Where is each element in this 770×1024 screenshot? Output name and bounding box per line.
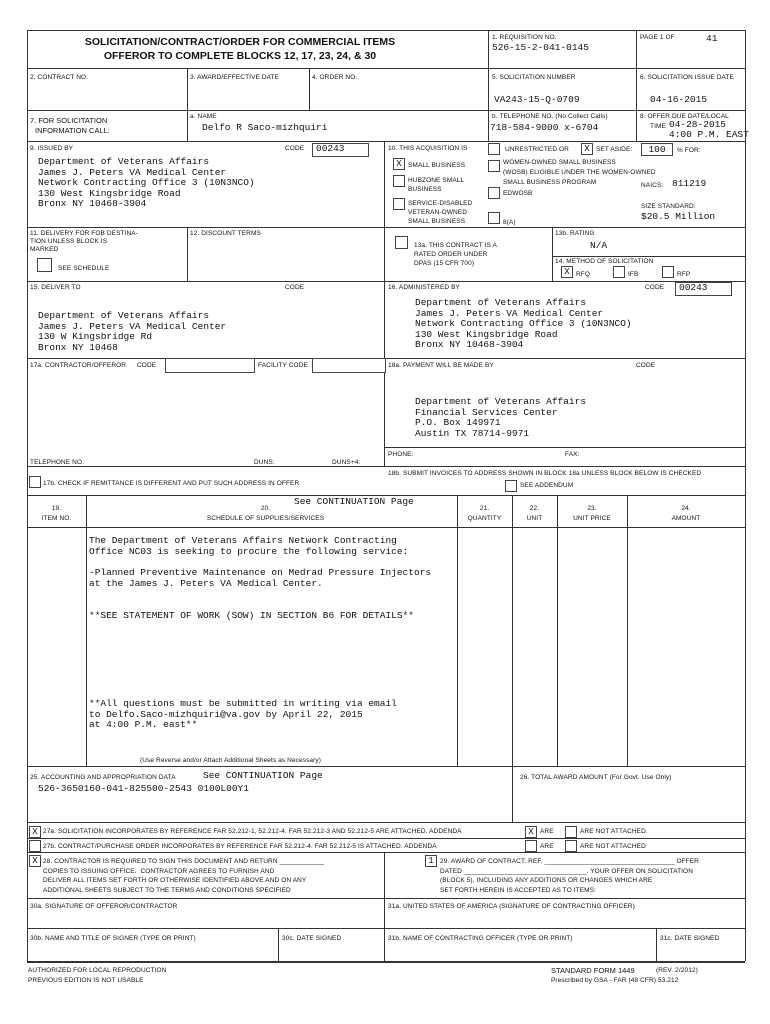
- rule: [27, 527, 745, 528]
- size-standard-label: SIZE STANDARD:: [641, 203, 696, 210]
- rule: [27, 898, 745, 899]
- rule: [278, 928, 279, 961]
- rule: [27, 141, 745, 142]
- row29-award-text: 29. AWARD OF CONTRACT: REF. ___________________________________ OFFER DATED _________________________________. YOUR OFFER ON SOLICITATION (BLOCK 5), INCLUDING ANY ADDITIONS OR CHANGES WHICH ARE SET FORTH HEREIN IS ACCEPTED AS TO ITEMS:: [440, 858, 699, 894]
- hubzone-label: HUBZONE SMALL BUSINESS: [408, 177, 465, 193]
- signer-name-label: 30b. NAME AND TITLE OF SIGNER (TYPE OR PRINT): [30, 935, 196, 942]
- col-quantity: 21. QUANTITY: [467, 505, 502, 522]
- rule: [745, 30, 746, 961]
- acquisition-label: 10. THIS ACQUISITION IS: [388, 145, 468, 152]
- contractor-code-label: CODE: [137, 362, 157, 369]
- co-name-label: 31b. NAME OF CONTRACTING OFFICER (TYPE OR PRINT): [388, 935, 573, 942]
- eight-a-label: 8(A): [503, 219, 516, 226]
- rule: [656, 928, 657, 961]
- telephone-label: b. TELEPHONE NO. (No Collect Calls): [492, 113, 608, 120]
- solicitation-issue-value[interactable]: 04-16-2015: [650, 94, 708, 105]
- rated-order-checkbox[interactable]: [395, 236, 408, 249]
- rule: [457, 495, 458, 766]
- solicitation-no-label: 5. SOLICITATION NUMBER: [492, 74, 576, 81]
- footer-revision: (REV. 2/2012): [656, 967, 698, 974]
- rule: [384, 141, 385, 466]
- rule: [627, 495, 628, 766]
- rule: [27, 30, 28, 961]
- solicitation-issue-label: 6. SOLICITATION ISSUE DATE: [640, 74, 734, 81]
- discount-terms-label: 12. DISCOUNT TERMS: [190, 230, 261, 237]
- issued-by-address: Department of Veterans Affairs James J. Peters VA Medical Center Network Contracting Office 3 (10N3NCO) 130 West Kingsbridge Road Bronx NY 10468-3904: [38, 156, 255, 209]
- set-aside-label: SET ASIDE:: [596, 146, 633, 153]
- row27a-not-attached-checkbox[interactable]: [565, 826, 577, 838]
- remittance-checkbox[interactable]: [29, 476, 41, 488]
- rule: [27, 822, 745, 823]
- rule: [27, 227, 745, 228]
- form-title-line1: SOLICITATION/CONTRACT/ORDER FOR COMMERCIAL ITEMS: [84, 36, 396, 48]
- sdvosb-checkbox[interactable]: [393, 198, 405, 210]
- award-date-label: 3. AWARD/EFFECTIVE DATE: [190, 74, 280, 81]
- rule: [512, 495, 513, 766]
- edwosb-checkbox[interactable]: [488, 187, 500, 199]
- naics-label: NAICS:: [641, 182, 664, 189]
- payment-label: 18a. PAYMENT WILL BE MADE BY: [388, 362, 494, 369]
- contractor-telephone-label: TELEPHONE NO.: [30, 459, 85, 466]
- administered-by-address: Department of Veterans Affairs James J. Peters VA Medical Center Network Contracting Office 3 (10N3NCO) 130 West Kingsbridge Road Bronx NY 10468-3904: [415, 297, 632, 350]
- contractor-code-field[interactable]: [165, 358, 255, 373]
- rule: [27, 928, 745, 929]
- rule: [27, 961, 745, 963]
- rule: [557, 495, 558, 766]
- row27a-checkbox[interactable]: X: [29, 826, 41, 838]
- addendum-checkbox[interactable]: [505, 480, 517, 492]
- rule: [86, 495, 87, 766]
- rule: [384, 852, 385, 961]
- rule: [512, 766, 513, 822]
- footer-form-name: STANDARD FORM 1449: [551, 966, 635, 975]
- rule: [488, 30, 489, 141]
- ifb-label: IFB: [628, 271, 639, 278]
- schedule-footnote: (Use Reverse and/or Attach Additional Sheets as Necessary): [140, 757, 322, 764]
- rule: [27, 110, 745, 111]
- issued-by-code-label: CODE: [285, 145, 305, 152]
- edwosb-label: EDWOSB: [503, 190, 533, 197]
- delivery-fob-label: 11. DELIVERY FOR FOB DESTINA- TION UNLESS BLOCK IS MARKED: [30, 230, 139, 253]
- rule: [27, 838, 745, 839]
- copies-count[interactable]: 1: [425, 855, 437, 867]
- rfp-checkbox[interactable]: [662, 266, 674, 278]
- facility-code-field[interactable]: [312, 358, 386, 373]
- co-date-label: 31c. DATE SIGNED: [660, 935, 720, 942]
- rule: [187, 68, 188, 141]
- schedule-service: -Planned Preventive Maintenance on Medrad Pressure Injectors at the James J. Peters VA Medical Center.: [89, 567, 432, 589]
- small-business-label: SMALL BUSINESS: [408, 162, 466, 169]
- col-unit-price: 23. UNIT PRICE: [573, 505, 611, 522]
- offer-due-date[interactable]: 04-28-2015: [669, 119, 727, 130]
- row27a-are-checkbox[interactable]: X: [525, 826, 537, 838]
- rule: [27, 30, 745, 31]
- row27a-are-label: ARE: [540, 828, 554, 835]
- name-label: a. NAME: [190, 113, 217, 120]
- rule: [552, 227, 553, 281]
- duns-label: DUNS:: [254, 459, 275, 466]
- rule: [187, 227, 188, 281]
- row27b-not-attached-label: ARE NOT ATTACHED: [580, 843, 646, 850]
- set-aside-percent[interactable]: 100: [641, 143, 673, 156]
- rule: [309, 68, 310, 110]
- info-call-label: INFORMATION CALL:: [35, 126, 110, 135]
- accounting-value[interactable]: 526-3650160-041-825500-2543 0100L00Y1: [38, 783, 249, 794]
- offer-due-label: 8. OFFER DUE DATE/LOCAL: [640, 113, 729, 120]
- deliver-to-label: 15. DELIVER TO: [30, 284, 81, 291]
- issued-by-code-value[interactable]: 00243: [312, 143, 369, 157]
- administered-by-label: 16. ADMINISTERED BY: [388, 284, 460, 291]
- contact-name-value[interactable]: Delfo R Saco-mizhquiri: [202, 122, 328, 133]
- rule: [27, 281, 745, 282]
- rated-order-label: 13a. THIS CONTRACT IS A RATED ORDER UNDER DPAS (15 CFR 700): [414, 242, 497, 267]
- facility-code-label: FACILITY CODE: [258, 362, 308, 369]
- col-schedule: 20. SCHEDULE OF SUPPLIES/SERVICES: [206, 505, 325, 522]
- row28-text: 28. CONTRACTOR IS REQUIRED TO SIGN THIS DOCUMENT AND RETURN ____________ COPIES TO ISSUING OFFICE. CONTRACTOR AGREES TO FURNISH AND DELIVER ALL ITEMS SET FORTH OR OTHERWISE IDENTIFIED ABOVE AND ON ANY ADDITIONAL SHEETS SUBJECT TO THE TERMS AND CONDITIONS SPECIFIED: [43, 858, 325, 894]
- schedule-questions-note: **All questions must be submitted in writing via email to Delfo.Saco-mizhquiri@va.gov by April 22, 2015 at 4:00 P.M. east**: [89, 698, 397, 730]
- rfp-label: RFP: [677, 271, 691, 278]
- accounting-continuation-note: See CONTINUATION Page: [203, 770, 323, 781]
- rule: [27, 68, 745, 69]
- rating-value[interactable]: N/A: [590, 240, 608, 251]
- schedule-sow-note: **SEE STATEMENT OF WORK (SOW) IN SECTION B6 FOR DETAILS**: [89, 610, 414, 621]
- row27b-are-checkbox[interactable]: [525, 840, 537, 852]
- signer-date-label: 30c. DATE SIGNED: [282, 935, 342, 942]
- rule: [553, 256, 745, 257]
- signature-co-label: 31a. UNITED STATES OF AMERICA (SIGNATURE OF CONTRACTING OFFICER): [388, 903, 635, 910]
- set-aside-percent-label: % FOR:: [677, 147, 701, 154]
- size-standard-value[interactable]: $20.5 Million: [641, 211, 716, 222]
- naics-value[interactable]: 811219: [672, 178, 707, 189]
- page-total: 41: [706, 33, 718, 44]
- addendum-label: SEE ADDENDUM: [520, 482, 574, 489]
- requisition-label: 1. REQUISITION NO.: [492, 34, 557, 41]
- see-schedule-label: SEE SCHEDULE: [58, 265, 110, 272]
- total-award-label: 26. TOTAL AWARD AMOUNT (For Govt. Use Only): [520, 774, 672, 781]
- row27b-not-attached-checkbox[interactable]: [565, 840, 577, 852]
- signature-offeror-label: 30a. SIGNATURE OF OFFEROR/CONTRACTOR: [30, 903, 178, 910]
- rating-label: 13b. RATING: [555, 230, 595, 237]
- solicitation-no-value[interactable]: VA243-15-Q-0709: [494, 94, 580, 105]
- row28-checkbox[interactable]: X: [29, 855, 41, 867]
- administered-by-code-value[interactable]: 00243: [675, 282, 732, 296]
- rule: [27, 852, 745, 853]
- issued-by-label: 9. ISSUED BY: [30, 145, 74, 152]
- footer-previous-edition: PREVIOUS EDITION IS NOT USABLE: [28, 977, 144, 984]
- rule: [384, 447, 745, 448]
- set-aside-checkbox[interactable]: X: [581, 143, 593, 155]
- col-item-no: 19. ITEM NO.: [41, 505, 72, 522]
- ifb-checkbox[interactable]: [613, 266, 625, 278]
- hubzone-checkbox[interactable]: [393, 175, 405, 187]
- sdvosb-label: SERVICE-DISABLED VETERAN-OWNED SMALL BUSINESS: [408, 200, 473, 225]
- see-schedule-checkbox[interactable]: [37, 258, 52, 272]
- form-title: [40, 35, 440, 63]
- requisition-value[interactable]: 526-15-2-041-0145: [492, 42, 589, 53]
- form-title-line2: OFFEROR TO COMPLETE BLOCKS 12, 17, 23, 24, & 30: [103, 50, 377, 62]
- wosb-checkbox[interactable]: [488, 160, 500, 172]
- wosb-label: WOMEN-OWNED SMALL BUSINESS (WOSB) ELIGIBLE UNDER THE WOMEN-OWNED SMALL BUSINESS PROGRAM: [503, 159, 656, 186]
- unrestricted-label: UNRESTRICTED OR: [505, 146, 569, 153]
- rfq-label: RFQ: [576, 271, 591, 278]
- offer-due-time-label: TIME: [650, 123, 666, 130]
- accounting-label: 25. ACCOUNTING AND APPROPRIATION DATA: [30, 774, 176, 781]
- col-amount: 24. AMOUNT: [671, 505, 701, 522]
- duns4-label: DUNS+4:: [332, 459, 361, 466]
- unrestricted-checkbox[interactable]: [488, 143, 500, 155]
- footer-authorized: AUTHORIZED FOR LOCAL REPRODUCTION: [28, 967, 167, 974]
- payment-code-label: CODE: [636, 362, 656, 369]
- rule: [27, 466, 745, 467]
- page-label: PAGE 1 OF: [640, 34, 675, 41]
- row27b-text: 27b. CONTRACT/PURCHASE ORDER INCORPORATES BY REFERENCE FAR 52.212-4. FAR 52.212-5 IS ATTACHED. ADDENDA: [43, 843, 437, 850]
- rule: [636, 30, 637, 141]
- administered-by-code-label: CODE: [645, 284, 665, 291]
- schedule-intro: The Department of Veterans Affairs Network Contracting Office NC03 is seeking to procure the following service:: [89, 535, 409, 557]
- for-solicitation-label: 7. FOR SOLICITATION: [30, 116, 108, 125]
- rfq-checkbox[interactable]: X: [561, 266, 573, 278]
- remittance-label: 17b. CHECK IF REMITTANCE IS DIFFERENT AND PUT SUCH ADDRESS IN OFFER: [43, 480, 300, 487]
- col-unit: 22. UNIT: [526, 505, 543, 522]
- telephone-value[interactable]: 718-584-9000 x-6704: [490, 122, 599, 133]
- rule: [27, 358, 745, 359]
- deliver-to-address: Department of Veterans Affairs James J. Peters VA Medical Center 130 W Kingsbridge Rd Bronx NY 10468: [38, 310, 227, 353]
- small-business-checkbox[interactable]: X: [393, 158, 405, 170]
- offer-due-time[interactable]: 4:00 P.M. EAST: [669, 129, 749, 140]
- rule: [27, 766, 745, 767]
- contract-no-label: 2. CONTRACT NO.: [30, 74, 89, 81]
- footer-prescribed: Prescribed by GSA - FAR (48 CFR) 53.212: [551, 977, 679, 984]
- deliver-to-code-label: CODE: [285, 284, 305, 291]
- row27b-checkbox[interactable]: [29, 840, 41, 852]
- contractor-label: 17a. CONTRACTOR/OFFEROR: [30, 362, 127, 369]
- row27a-text: 27a. SOLICITATION INCORPORATES BY REFERENCE FAR 52.212-1, 52.212-4. FAR 52.212-3 AND 52.212-5 ARE ATTACHED. ADDENDA: [43, 828, 462, 835]
- row27b-are-label: ARE: [540, 843, 554, 850]
- payment-phone-label: PHONE:: [388, 451, 414, 458]
- eight-a-checkbox[interactable]: [488, 212, 500, 224]
- payment-address: Department of Veterans Affairs Financial Services Center P.O. Box 149971 Austin TX 78714-9971: [415, 396, 587, 439]
- method-label: 14. METHOD OF SOLICITATION: [555, 258, 654, 265]
- order-no-label: 4. ORDER NO.: [312, 74, 358, 81]
- row27a-not-attached-label: ARE NOT ATTACHED.: [580, 828, 648, 835]
- payment-fax-label: FAX:: [565, 451, 580, 458]
- submit-invoices-label: 18b. SUBMIT INVOICES TO ADDRESS SHOWN IN BLOCK 18a UNLESS BLOCK BELOW IS CHECKED: [388, 470, 702, 477]
- schedule-continuation-note: See CONTINUATION Page: [294, 496, 414, 507]
